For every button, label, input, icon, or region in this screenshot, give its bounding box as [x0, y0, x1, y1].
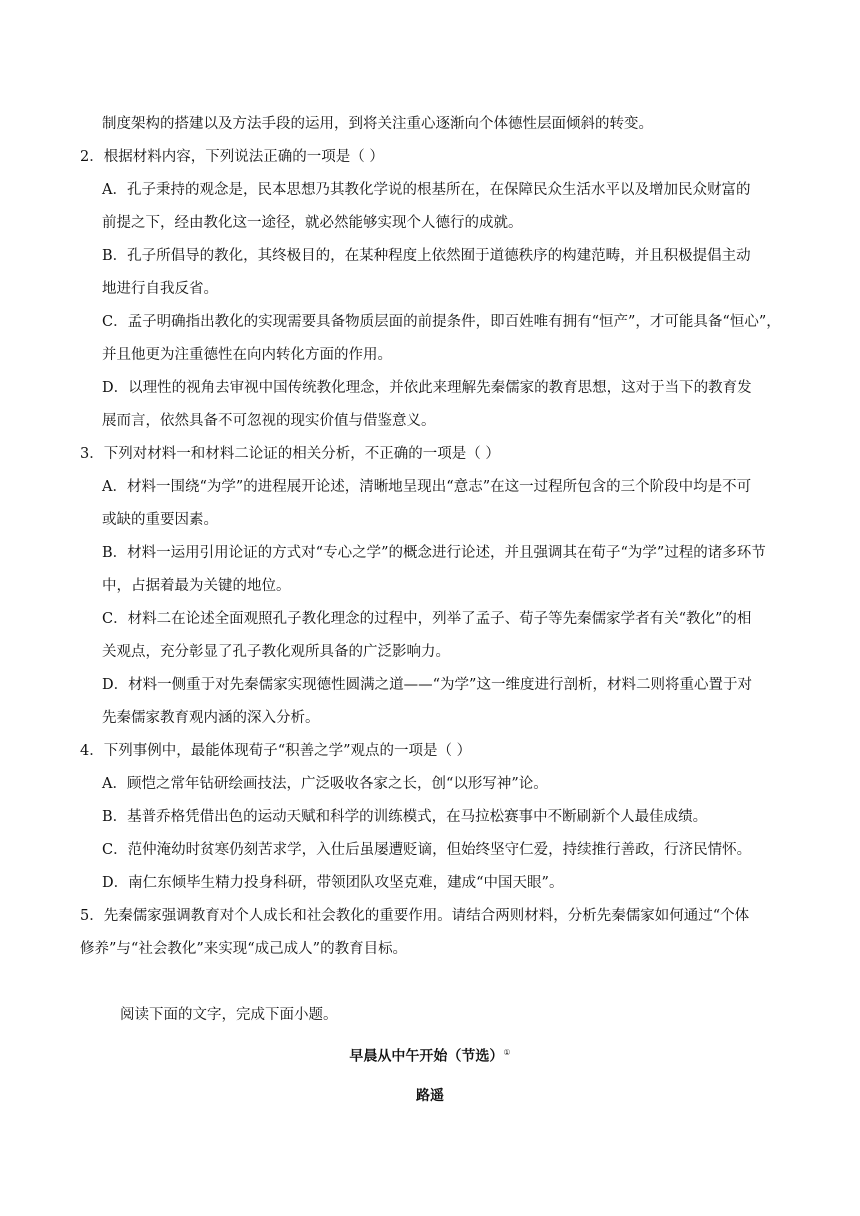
option-b	[80, 537, 780, 603]
option-line-1: A．孔子秉持的观念是，民本思想乃其教化学说的根基所在，在保障民众生活水平以及增加民众财富的	[102, 182, 751, 198]
option-line-1: B．基普乔格凭借出色的运动天赋和科学的训练模式，在马拉松赛事中不断刷新个人最佳成绩。	[102, 809, 708, 825]
passage-title	[80, 1036, 780, 1074]
option-line-2: 中，占据着最为关键的地位。	[102, 578, 291, 594]
spacer	[80, 966, 780, 999]
option-c	[80, 603, 780, 669]
option-d	[80, 867, 780, 900]
option-line-1: C．范仲淹幼时贫寒仍刻苦求学，入仕后虽屡遭贬谪，但始终坚守仁爱，持续推行善政，行济民情怀。	[102, 842, 752, 858]
option-a	[80, 768, 780, 801]
option-line-2: 前提之下，经由教化这一途径，就必然能够实现个人德行的成就。	[102, 215, 523, 231]
option-line-2: 展而言，依然具备不可忽视的现实价值与借鉴意义。	[102, 413, 436, 429]
option-a	[80, 174, 780, 240]
option-line-1: D．南仁东倾毕生精力投身科研，带领团队攻坚克难，建成“中国天眼”。	[102, 875, 564, 891]
option-c	[80, 306, 780, 372]
option-line-1: A．顾恺之常年钻研绘画技法，广泛吸收各家之长，创“以形写神”论。	[102, 776, 548, 792]
question-5	[80, 900, 780, 966]
question-stem: 2．根据材料内容，下列说法正确的一项是（ ）	[80, 149, 384, 165]
option-line-2: 关观点，充分彰显了孔子教化观所具备的广泛影响力。	[102, 644, 450, 660]
option-line-2: 先秦儒家教育观内涵的深入分析。	[102, 710, 320, 726]
option-line-2: 地进行自我反省。	[102, 281, 218, 297]
option-line-1: C．孟子明确指出教化的实现需要具备物质层面的前提条件，即百姓唯有拥有“恒产”，才可能具备“恒心”，	[102, 314, 781, 330]
reading-intro: 阅读下面的文字，完成下面小题。	[120, 1007, 338, 1023]
option-line-2: 并且他更为注重德性在向内转化方面的作用。	[102, 347, 392, 363]
option-line-1: A．材料一围绕“为学”的进程展开论述，清晰地呈现出“意志”在这一过程所包含的三个阶段中均是不可	[102, 479, 752, 495]
option-line-1: D．以理性的视角去审视中国传统教化理念，并依此来理解先秦儒家的教育思想，这对于当下的教育发	[102, 380, 752, 396]
question-3	[80, 438, 780, 735]
option-line-1: D．材料一侧重于对先秦儒家实现德性圆满之道——“为学”这一维度进行剖析，材料二则将重心置于对	[102, 677, 752, 693]
footnote-mark: ①	[503, 1048, 511, 1057]
option-d	[80, 372, 780, 438]
question-stem: 3．下列对材料一和材料二论证的相关分析，不正确的一项是（ ）	[80, 446, 500, 462]
question-stem: 5．先秦儒家强调教育对个人成长和社会教化的重要作用。请结合两则材料，分析先秦儒家如何通过“个体	[80, 908, 750, 924]
continuation-line: 制度架构的搭建以及方法手段的运用，到将关注重心逐渐向个体德性层面倾斜的转变。	[102, 116, 653, 132]
passage-author: 路遥	[416, 1087, 444, 1104]
option-a	[80, 471, 780, 537]
passage-title-text: 早晨从中午开始（节选）	[349, 1048, 504, 1065]
option-c	[80, 834, 780, 867]
question-stem-line-2: 修养”与“社会教化”来实现“成己成人”的教育目标。	[80, 941, 408, 957]
question-stem: 4．下列事例中，最能体现荀子“积善之学”观点的一项是（ ）	[80, 743, 472, 759]
option-line-1: C．材料二在论述全面观照孔子教化理念的过程中，列举了孟子、荀子等先秦儒家学者有关“教化”的相	[102, 611, 752, 627]
option-line-2: 或缺的重要因素。	[102, 512, 218, 528]
question-2	[80, 141, 780, 438]
option-line-1: B．材料一运用引用论证的方式对“专心之学”的概念进行论述，并且强调其在荀子“为学”过程的诸多环节	[102, 545, 766, 561]
question-4	[80, 735, 780, 900]
option-b	[80, 801, 780, 834]
option-d	[80, 669, 780, 735]
option-line-1: B．孔子所倡导的教化，其终极目的，在某种程度上依然囿于道德秩序的构建范畴，并且积极提倡主动	[102, 248, 751, 264]
option-b	[80, 240, 780, 306]
